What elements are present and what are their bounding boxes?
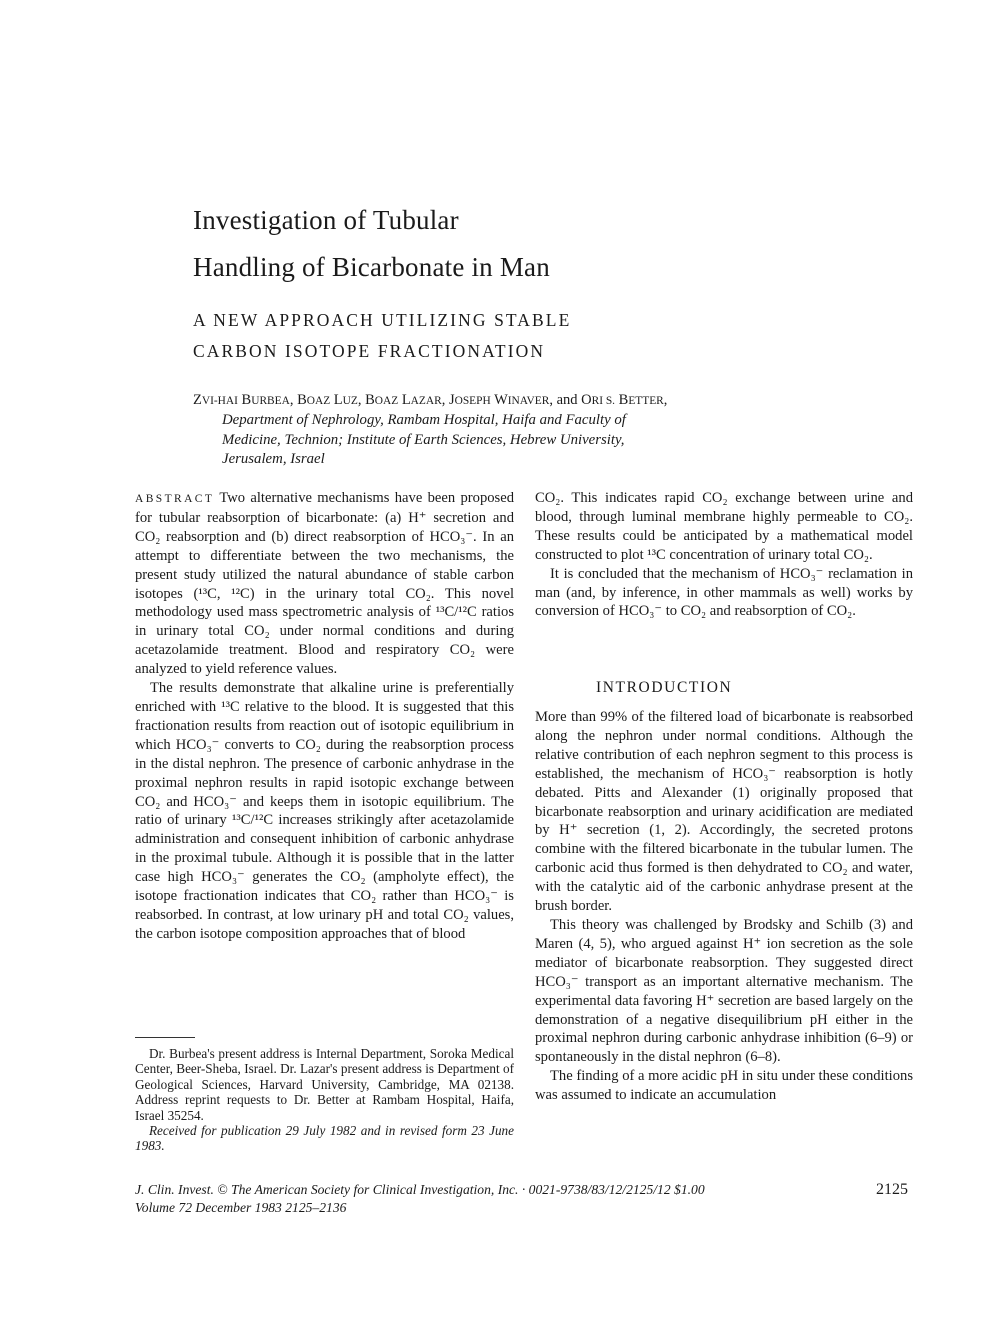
volume-line: Volume 72 December 1983 2125–2136 [135,1200,347,1215]
subtitle-line-2: CARBON ISOTOPE FRACTIONATION [193,341,546,361]
title-line-1: Investigation of Tubular [193,205,459,235]
abstract-label: ABSTRACT [135,493,215,505]
affiliation-line-2: Medicine, Technion; Institute of Earth Sciences, Hebrew University, [222,432,625,448]
author-list: ZVI-HAI BURBEA, BOAZ LUZ, BOAZ LAZAR, JOSEPH WINAVER, and ORI S. BETTER, [193,392,668,408]
introduction-heading: INTRODUCTION [596,679,733,696]
subtitle-line-1: A NEW APPROACH UTILIZING STABLE [193,310,572,330]
abstract-continuation [535,489,913,621]
footnote-received: Received for publication 29 July 1982 and in revised form 23 June 1983. [135,1123,514,1154]
footnote [135,1046,514,1154]
journal-citation-line: J. Clin. Invest. © The American Society for Clinical Investigation, Inc. · 0021-9738/83/12/2125/12 $1.00 [135,1182,705,1197]
abstract-paragraph-2: The results demonstrate that alkaline urine is preferentially enriched with ¹³C relative to the blood. It is suggested that this fractionation results from reaction out of isotopic equilibrium in which HCO₃⁻ converts to CO₂ during the reabsorption process in the distal nephron. The presence of carbonic anhydrase in the proximal nephron results in rapid isotopic exchange between CO₂ and HCO₃⁻ and keeps them in isotopic equilibrium. The ratio of urinary ¹³C/¹²C increases strikingly after acetazolamide administration and consequent inhibition of carbonic anhydrase in the proximal tubule. Although it is possible that in the latter case high HCO₃⁻ generates the CO₂ (ampholyte effect), the isotope fractionation indicates that CO₂ rather than HCO₃⁻ is reabsorbed. In contrast, at low urinary pH and total CO₂ values, the carbon isotope composition approaches that of blood [135,680,514,942]
intro-paragraph-2: This theory was challenged by Brodsky and Schilb (3) and Maren (4, 5), who argued against H⁺ ion secretion as the sole mediator of bicarbonate reabsorption. They suggested direct HCO₃⁻ transport as an important alternative mechanism. The experimental data favoring H⁺ secretion are based largely on the demonstration of a negative disequilibrium pH either in the proximal nephron during carbonic anhydrase inhibition (6–9) or spontaneously in the distal nephron (6–8). [535,916,913,1066]
abstract-paragraph-1: ABSTRACT Two alternative mechanisms have been proposed for tubular reabsorption of bicarbonate: (a) H⁺ secretion and CO₂ reabsorption and (b) direct reabsorption of HCO₃⁻. In an attempt to differentiate between the two mechanisms, the present study utilized the natural abundance of stable carbon isotopes (¹³C, ¹²C) in the urinary total CO₂. This novel methodology used mass spectrometric analysis of ¹³C/¹²C ratios in urinary total CO₂ under normal conditions and during acetazolamide treatment. Blood and respiratory CO₂ were analyzed to yield reference values. [135,490,514,678]
affiliation-line-1: Department of Nephrology, Rambam Hospital, Haifa and Faculty of [222,412,626,428]
footnote-rule [135,1037,195,1038]
title-line-2: Handling of Bicarbonate in Man [193,252,550,282]
introduction-body [535,708,913,1105]
abstract-paragraph-3: It is concluded that the mechanism of HCO₃⁻ reclamation in man (and, by inference, in other mammals as well) works by conversion of HCO₃⁻ to CO₂ and reabsorption of CO₂. [535,565,913,620]
intro-paragraph-3: The finding of a more acidic pH in situ under these conditions was assumed to indicate an accumulation [535,1068,913,1104]
intro-paragraph-1: More than 99% of the filtered load of bicarbonate is reabsorbed along the nephron under normal conditions. Although the relative contribution of each nephron segment to this process is established, the mechanism of HCO₃⁻ reabsorption is hotly debated. Pitts and Alexander (1) originally proposed that bicarbonate reabsorption and urinary acidification are mediated by H⁺ secretion (1, 2). Accordingly, the secreted protons combine with the filtered bicarbonate in the tubular lumen. The carbonic acid thus formed is then dehydrated to CO₂ and water, with the catalytic aid of the carbonic anhydrase present at the brush border. [535,709,913,915]
footnote-addresses: Dr. Burbea's present address is Internal Department, Soroka Medical Center, Beer-Sheba, Israel. Dr. Lazar's present address is Department of Geological Sciences, Harvard University, Cambridge, MA 02138. Address reprint requests to Dr. Better at Rambam Hospital, Haifa, Israel 35254. [135,1046,514,1123]
abstract-column [135,489,514,944]
page-number: 2125 [876,1181,908,1198]
affiliation-line-3: Jerusalem, Israel [222,451,325,467]
abstract-paragraph-2-cont: CO₂. This indicates rapid CO₂ exchange between urine and blood, through luminal membrane highly permeable to CO₂. These results could be anticipated by a mathematical model constructed to plot ¹³C concentration of urinary total CO₂. [535,490,913,563]
